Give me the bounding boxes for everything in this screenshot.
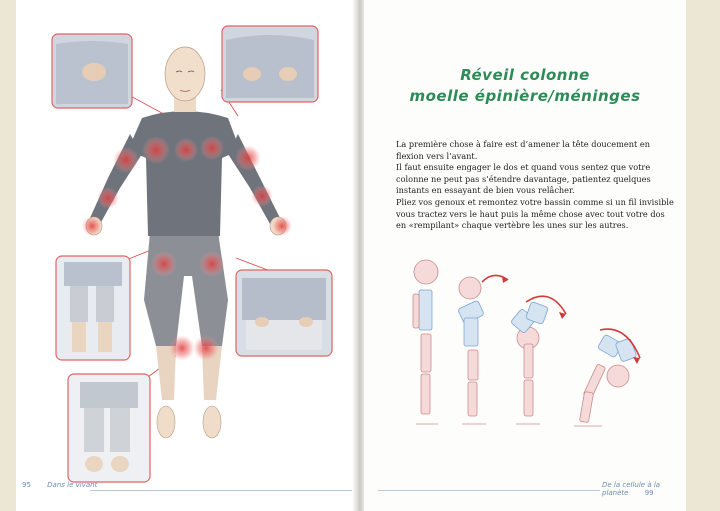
page-number-right: 99 bbox=[644, 489, 654, 497]
right-page bbox=[364, 0, 686, 511]
footer-rule-right bbox=[378, 490, 600, 491]
footer-left bbox=[22, 481, 97, 489]
running-head-left: Dans le vivant bbox=[47, 481, 98, 489]
body-text bbox=[396, 139, 674, 232]
page-edge-left bbox=[0, 0, 16, 511]
page-number-left: 95 bbox=[22, 481, 31, 489]
standing-man-with-red-pain-points-and-inset-photos-icon bbox=[16, 0, 356, 511]
paragraph-1: La première chose à faire est d’amener la tête doucement en flexion vers l’avant. bbox=[396, 139, 650, 161]
footer-rule-left bbox=[90, 490, 352, 491]
section-title-line1: Réveil colonne bbox=[460, 66, 590, 84]
paragraph-3: Pliez vos genoux et remontez votre bassin comme si un fil invisible vous tractez vers le haut puis la même chose avec tout votre dos en «rempilant» chaque vertèbre les unes sur les autres. bbox=[396, 196, 674, 231]
paragraph-2: Il faut ensuite engager le dos et quand vous sentez que votre colonne ne peut pas s’étendre davantage, patientez quelques instants en essayant de bien vous relâcher. bbox=[396, 162, 651, 196]
section-title-line2: moelle épinière/méninges bbox=[409, 87, 641, 105]
page-edge-right bbox=[686, 0, 720, 511]
mannequin-spine-roll-down-sequence-icon bbox=[404, 252, 684, 438]
left-page bbox=[16, 0, 356, 511]
running-head-right: De la cellule à la planète bbox=[602, 481, 661, 497]
footer-right bbox=[602, 481, 686, 497]
